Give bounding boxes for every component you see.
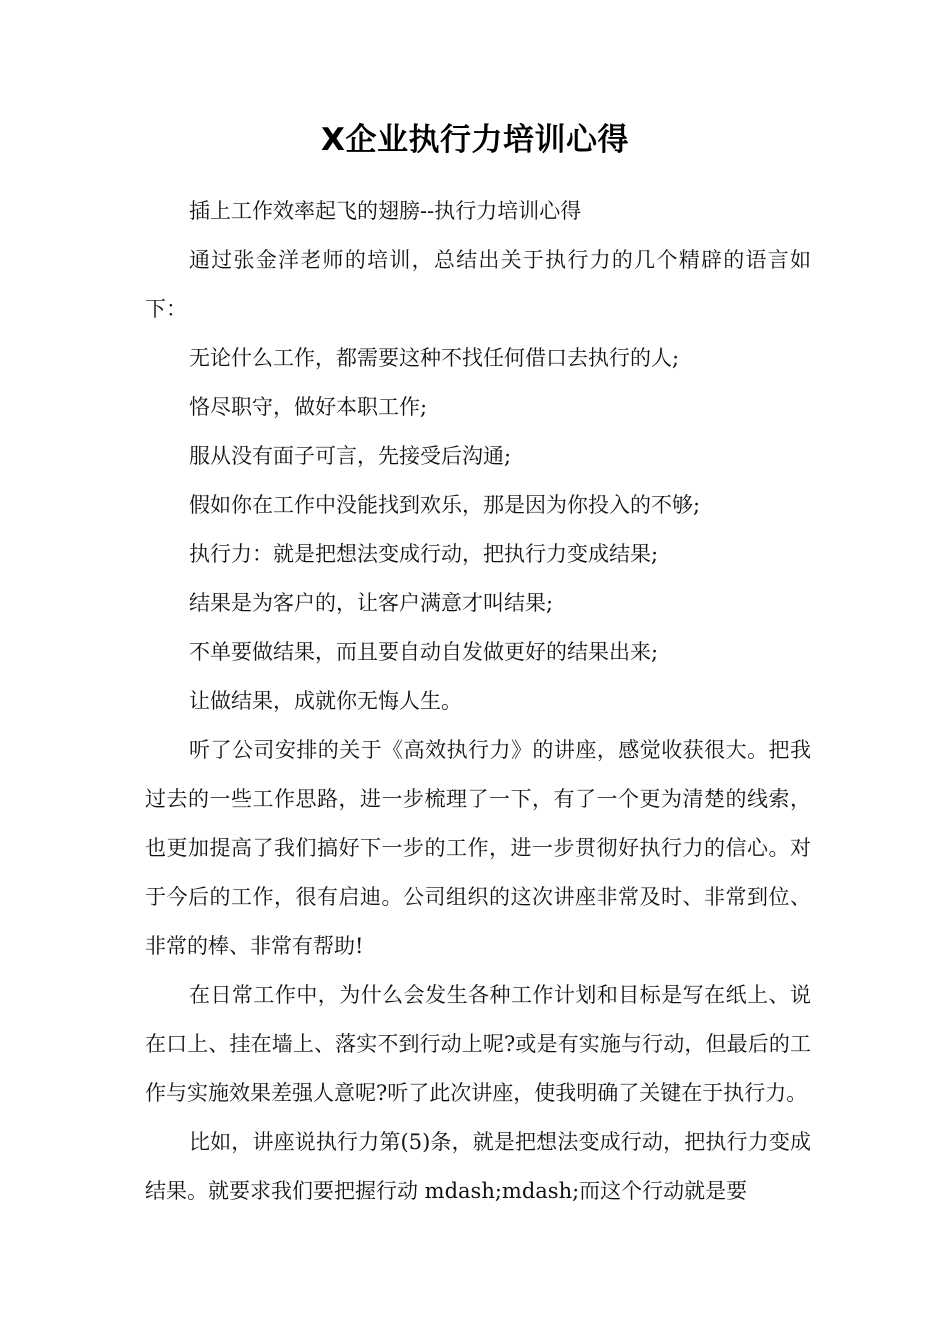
- paragraph-point-6: 结果是为客户的，让客户满意才叫结果;: [189, 591, 554, 615]
- paragraph-point-1: 无论什么工作，都需要这种不找任何借口去执行的人;: [189, 346, 680, 370]
- paragraph-daily-work: 在日常工作中，为什么会发生各种工作计划和目标是写在纸上、说在口上、挂在墙上、落实不到行动上呢?或是有实施与行动，但最后的工作与实施效果差强人意呢?听了此次讲座，使我明确了关键在于执行力。: [145, 983, 811, 1105]
- document-body: [145, 187, 811, 1216]
- paragraph-point-2: 恪尽职守，做好本职工作;: [189, 395, 428, 419]
- paragraph-point-4: 假如你在工作中没能找到欢乐，那是因为你投入的不够;: [189, 493, 701, 517]
- paragraph-point-8: 让做结果，成就你无悔人生。: [189, 689, 462, 713]
- paragraph-point-7: 不单要做结果，而且要自动自发做更好的结果出来;: [189, 640, 659, 664]
- document-title: X企业执行力培训心得: [321, 122, 629, 158]
- paragraph-point-3: 服从没有面子可言，先接受后沟通;: [189, 444, 512, 468]
- paragraph-example: 比如，讲座说执行力第(5)条，就是把想法变成行动，把执行力变成结果。就要求我们要把握行动 mdash;mdash;而这个行动就是要: [145, 1130, 811, 1203]
- paragraph-lecture: 听了公司安排的关于《高效执行力》的讲座，感觉收获很大。把我过去的一些工作思路，进一步梳理了一下，有了一个更为清楚的线索，也更加提高了我们搞好下一步的工作，进一步贯彻好执行力的信心。对于今后的工作，很有启迪。公司组织的这次讲座非常及时、非常到位、非常的棒、非常有帮助!: [145, 738, 811, 958]
- paragraph-point-5: 执行力：就是把想法变成行动，把执行力变成结果;: [189, 542, 659, 566]
- paragraph-subtitle: 插上工作效率起飞的翅膀--执行力培训心得: [189, 199, 582, 223]
- paragraph-intro: 通过张金洋老师的培训，总结出关于执行力的几个精辟的语言如下：: [145, 248, 811, 321]
